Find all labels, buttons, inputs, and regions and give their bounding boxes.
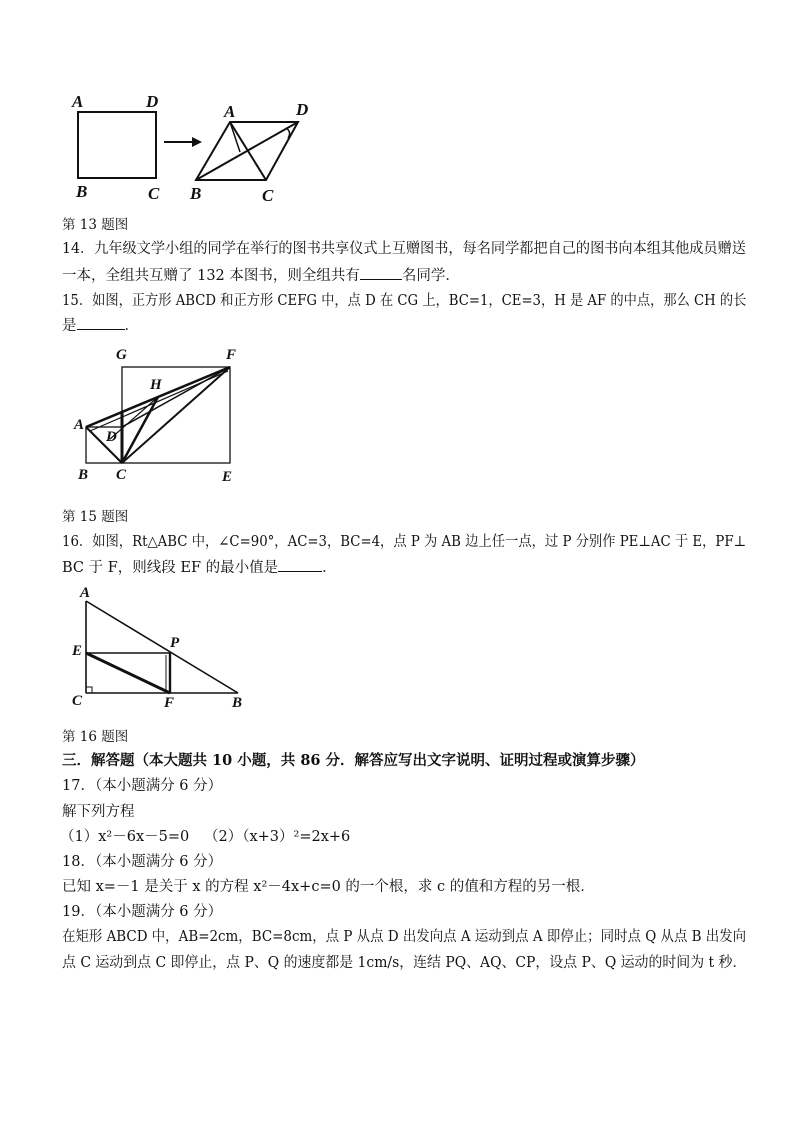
fig15-label-c: C: [116, 467, 127, 483]
figure-15: [70, 345, 250, 490]
q17-part2: （2）（x+3）²=2x+6: [204, 829, 351, 845]
q15-line2: [62, 314, 139, 337]
segment-dh: [110, 397, 158, 439]
q17-title: 17．（本小题满分 6 分）: [62, 778, 223, 794]
fig16-label-e: E: [72, 643, 83, 659]
section-3-heading: 三．解答题（本大题共 10 小题，共 86 分．解答应写出文字说明、证明过程或演算步骤）: [62, 752, 645, 769]
fig16-label-f: F: [164, 695, 175, 711]
q16-text-after-blank: ．: [322, 560, 337, 576]
segment-ef: [86, 653, 170, 693]
q16-text-before-blank: BC 于 F，则线段 EF 的最小值是: [62, 560, 279, 576]
fig15-label-a: A: [74, 417, 85, 433]
figure-15-caption: 第 15 题图: [62, 509, 129, 525]
q16-answer-blank[interactable]: [278, 556, 322, 572]
q17-part1: （1）x²－6x－5=0: [60, 829, 190, 845]
q14-text-after-blank: 名同学．: [401, 268, 460, 284]
q15-answer-blank[interactable]: [77, 314, 125, 330]
right-angle-c: [86, 687, 92, 693]
figure-16: [66, 585, 256, 715]
q15-line1: 15．如图，正方形 ABCD 和正方形 CEFG 中，点 D 在 CG 上，BC=1，CE=3，H 是 AF 的中点，那么 CH 的长: [62, 293, 747, 309]
q17-instruction: 解下列方程: [62, 804, 135, 820]
fig13-right-label-c: C: [262, 186, 274, 205]
figure-16-caption: 第 16 题图: [62, 729, 129, 745]
side-ab: [86, 601, 238, 693]
square-abcd: [78, 112, 156, 178]
segment-ch: [122, 397, 158, 463]
transform-arrow-head: [192, 137, 202, 147]
fig15-label-f: F: [226, 347, 237, 363]
figure-13-caption: 第 13 题图: [62, 217, 129, 233]
figure-16-drawing: [66, 585, 256, 715]
fig15-label-h: H: [150, 377, 162, 393]
fig13-left-label-b: B: [76, 182, 88, 201]
fig15-label-g: G: [116, 347, 127, 363]
q15-text-before-blank: 是: [62, 318, 77, 334]
q16-line1: 16．如图，Rt△ABC 中，∠C=90°，AC=3，BC=4，点 P 为 AB 边上任一点，过 P 分别作 PE⊥AC 于 E，PF⊥: [62, 534, 747, 550]
fig16-label-a: A: [80, 585, 91, 601]
q14-text-before-blank: 一本，全组共互赠了 132 本图书，则全组共有: [62, 268, 360, 284]
q19-line2: 点 C 运动到点 C 即停止，点 P、Q 的速度都是 1cm/s，连结 PQ、AQ、CP，设点 P、Q 运动的时间为 t 秒．: [62, 955, 747, 971]
fig13-left-label-d: D: [146, 92, 159, 111]
fig16-label-c: C: [72, 693, 83, 709]
fig15-label-b: B: [78, 467, 89, 483]
q18-title: 18．（本小题满分 6 分）: [62, 854, 223, 870]
figure-13: [60, 92, 320, 207]
q16-line2: [62, 556, 337, 579]
q14-answer-blank[interactable]: [360, 264, 402, 280]
fig16-label-b: B: [232, 695, 243, 711]
q15-text-after-blank: ．: [124, 318, 139, 334]
fig13-left-label-a: A: [72, 92, 84, 111]
fig15-label-d: D: [106, 429, 117, 445]
fig13-right-label-d: D: [296, 100, 309, 119]
segment-df: [122, 367, 230, 427]
q19-line1: 在矩形 ABCD 中，AB=2cm，BC=8cm，点 P 从点 D 出发向点 A 运动到点 A 即停止；同时点 Q 从点 B 出发向: [62, 929, 747, 945]
q14-line2: [62, 264, 460, 287]
fig16-label-p: P: [170, 635, 180, 651]
fig13-right-label-a: A: [224, 102, 236, 121]
fig15-label-e: E: [222, 469, 233, 485]
fig13-left-label-c: C: [148, 184, 160, 203]
q14-line1: 14．九年级文学小组的同学在举行的图书共享仪式上互赠图书，每名同学都把自己的图书向本组其他成员赠送: [62, 241, 746, 257]
q19-title: 19．（本小题满分 6 分）: [62, 904, 223, 920]
fig13-right-label-b: B: [190, 184, 202, 203]
q18-text: 已知 x=－1 是关于 x 的方程 x²－4x+c=0 的一个根，求 c 的值和方程的另一根．: [62, 879, 595, 895]
